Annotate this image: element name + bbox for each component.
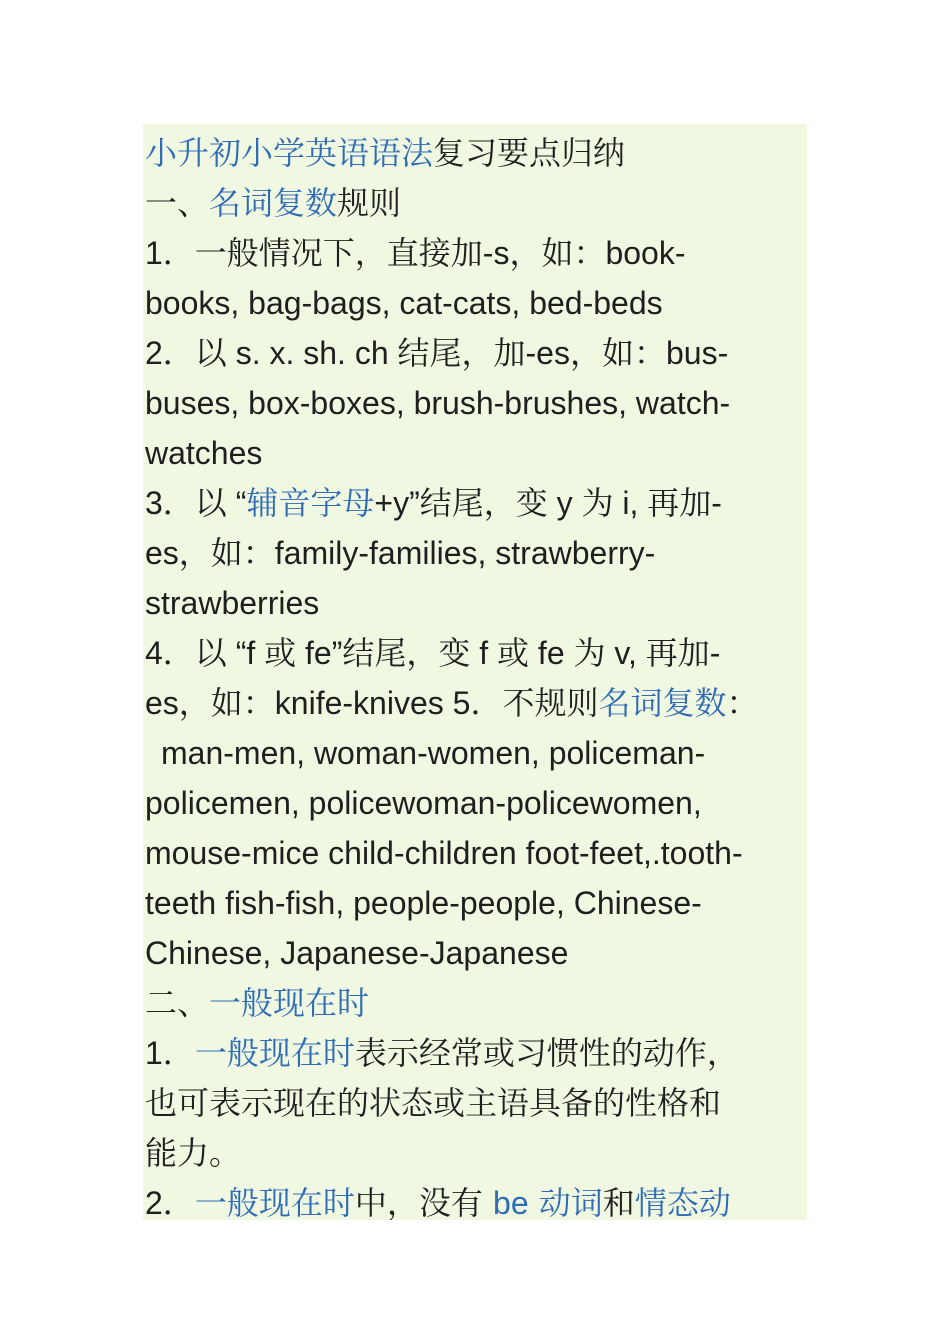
title-rest: 复习要点归纳 (433, 134, 626, 172)
rule-3-prefix: 3．以 “ (145, 485, 247, 521)
rule-5-line-2: policemen, policewoman-policewomen, (145, 785, 702, 821)
point-2-line-1 (145, 1178, 731, 1220)
rule-5-line-3: mouse-mice child-children foot-feet,.tooth- (145, 835, 743, 871)
rule-1-line-2: books, bag-bags, cat-cats, bed-beds (145, 285, 663, 321)
rule-2-line-3: watches (145, 435, 263, 471)
rule-3-suffix: +y”结尾，变 y 为 i, 再加- (374, 485, 722, 521)
rule-5-line-5: Chinese, Japanese-Japanese (145, 935, 569, 971)
irregular-plural-link[interactable]: 名词复数 (598, 684, 727, 722)
rule-5-line-1: man-men, woman-women, policeman- (161, 735, 706, 771)
present-tense-link[interactable]: 一般现在时 (209, 984, 370, 1022)
content-panel (143, 124, 807, 1220)
rule-4-line-1: 4．以 “f 或 fe”结尾，变 f 或 fe 为 v, 再加- (145, 635, 721, 671)
point-2-number: 2． (145, 1185, 195, 1220)
point-1-line-2: 也可表示现在的状态或主语具备的性格和 (145, 1084, 722, 1122)
rule-1-line-1: 1．一般情况下，直接加-s，如：book- (145, 235, 686, 271)
present-tense-link-3[interactable]: 一般现在时 (194, 1184, 355, 1220)
present-tense-link-2[interactable]: 一般现在时 (194, 1034, 355, 1072)
rule-2-line-1: 2．以 s. x. sh. ch 结尾，加-es，如：bus- (145, 335, 729, 371)
verb-link[interactable]: 动词 (528, 1184, 603, 1220)
rule-2-line-2: buses, box-boxes, brush-brushes, watch- (145, 385, 731, 421)
point-2-text-2: 和 (602, 1184, 635, 1220)
rule-3-line-1 (145, 478, 722, 528)
section-1-number: 一、 (145, 184, 210, 222)
rule-3-line-3: strawberries (145, 585, 320, 621)
rule-3-line-2: es，如：family-families, strawberry- (145, 535, 656, 571)
point-1-number: 1． (145, 1035, 195, 1071)
rule-4-line-2 (145, 678, 758, 728)
section-1-suffix: 规则 (337, 184, 402, 222)
rule-5-line-4: teeth fish-fish, people-people, Chinese- (145, 885, 702, 921)
section-2-number: 二、 (145, 984, 210, 1022)
section-1-heading (145, 178, 401, 228)
title-link[interactable]: 小升初小学英语语法 (145, 134, 434, 172)
point-2-text-1: 中，没有 (354, 1184, 494, 1220)
point-1-line-3: 能力。 (145, 1134, 242, 1172)
point-1-line-1 (145, 1028, 739, 1078)
point-1-text: 表示经常或习惯性的动作， (354, 1034, 739, 1072)
modal-verb-link[interactable]: 情态动 (634, 1184, 731, 1220)
section-2-heading (145, 978, 369, 1028)
rule-4-colon: ： (726, 685, 759, 721)
plural-nouns-link[interactable]: 名词复数 (209, 184, 338, 222)
consonant-link[interactable]: 辅音字母 (246, 484, 375, 522)
rule-4-text: es，如：knife-knives 5．不规则 (145, 685, 599, 721)
doc-title (145, 128, 625, 178)
be-link[interactable]: be (493, 1185, 529, 1220)
